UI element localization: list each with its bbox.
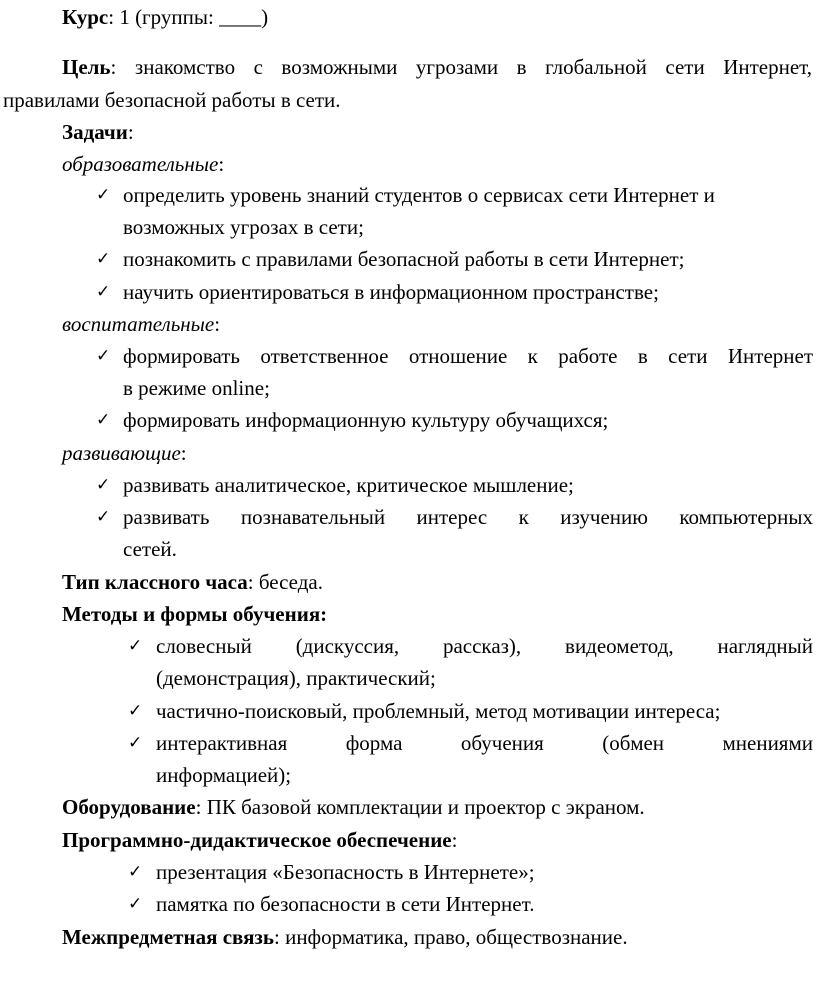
course-label: Курс: [62, 5, 109, 29]
educational-label: образовательные: [62, 152, 219, 176]
developing-heading: развивающие:: [62, 441, 187, 465]
lesson-type-label: Тип классного часа: [62, 570, 248, 594]
developing-item-2-line-2: сетей.: [123, 537, 177, 561]
software-label: Программно-дидактическое обеспечение: [62, 828, 452, 852]
methods-item-2: частично-поисковый, проблемный, метод мотивации интереса;: [156, 699, 721, 723]
check-icon: ✓: [96, 249, 111, 269]
methods-item-1-line-2: (демонстрация), практический;: [156, 666, 436, 690]
check-icon: ✓: [128, 862, 143, 882]
check-icon: ✓: [128, 636, 143, 656]
interdisciplinary-value: информатика, право, обществознание.: [285, 925, 628, 949]
methods-label: Методы и формы обучения:: [62, 602, 328, 626]
course-line: Курс: 1 (группы: ____): [62, 5, 269, 29]
check-icon: ✓: [128, 894, 143, 914]
upbringing-item-2: формировать информационную культуру обучащихся;: [123, 408, 609, 432]
software-heading: Программно-дидактическое обеспечение:: [62, 828, 458, 852]
equipment-line: Оборудование: ПК базовой комплектации и проектор с экраном.: [62, 795, 645, 819]
educational-heading: образовательные:: [62, 152, 225, 176]
upbringing-label: воспитательные: [62, 312, 215, 336]
goal-label: Цель: [62, 55, 111, 79]
check-icon: ✓: [96, 346, 111, 366]
check-icon: ✓: [96, 185, 111, 205]
tasks-label: Задачи: [62, 120, 128, 144]
check-icon: ✓: [96, 507, 111, 527]
software-item-1: презентация «Безопасность в Интернете»;: [156, 860, 535, 884]
upbringing-item-1-line-2: в режиме online;: [123, 376, 270, 400]
methods-item-3-line-1: интерактивная форма обучения (обмен мнениями: [156, 731, 813, 755]
interdisciplinary-label: Межпредметная связь: [62, 925, 274, 949]
interdisciplinary-line: Межпредметная связь: информатика, право, обществознание.: [62, 925, 628, 949]
check-icon: ✓: [128, 733, 143, 753]
developing-item-2-line-1: развивать познавательный интерес к изучению компьютерных: [123, 505, 813, 529]
lesson-type-line: Тип классного часа: беседа.: [62, 570, 323, 594]
upbringing-item-1-line-1: формировать ответственное отношение к работе в сети Интернет: [123, 344, 813, 368]
developing-item-1: развивать аналитическое, критическое мышление;: [123, 473, 574, 497]
educational-item-3: научить ориентироваться в информационном пространстве;: [123, 280, 659, 304]
software-item-2: памятка по безопасности в сети Интернет.: [156, 892, 535, 916]
methods-item-3-line-2: информацией);: [156, 763, 292, 787]
check-icon: ✓: [96, 410, 111, 430]
equipment-value: ПК базовой комплектации и проектор с экраном.: [206, 795, 645, 819]
upbringing-heading: воспитательные:: [62, 312, 221, 336]
educational-item-1-line-1: определить уровень знаний студентов о сервисах сети Интернет и: [123, 183, 715, 207]
goal-text-1: знакомство с возможными угрозами в глобальной сети Интернет,: [134, 55, 813, 79]
goal-line-2: правилами безопасной работы в сети.: [3, 88, 341, 112]
check-icon: ✓: [128, 701, 143, 721]
tasks-heading: Задачи:: [62, 120, 134, 144]
developing-label: развивающие: [62, 441, 181, 465]
educational-item-1-line-2: возможных угрозах в сети;: [123, 215, 364, 239]
goal-line-1: Цель: знакомство с возможными угрозами в глобальной сети Интернет,: [62, 55, 813, 79]
equipment-label: Оборудование: [62, 795, 196, 819]
educational-item-2: познакомить с правилами безопасной работы в сети Интернет;: [123, 247, 685, 271]
course-value: 1 (группы: ____): [119, 5, 269, 29]
methods-heading: [62, 599, 327, 629]
methods-item-1-line-1: словесный (дискуссия, рассказ), видеометод, наглядный: [156, 634, 813, 658]
lesson-type-value: беседа.: [258, 570, 323, 594]
check-icon: ✓: [96, 475, 111, 495]
check-icon: ✓: [96, 282, 111, 302]
